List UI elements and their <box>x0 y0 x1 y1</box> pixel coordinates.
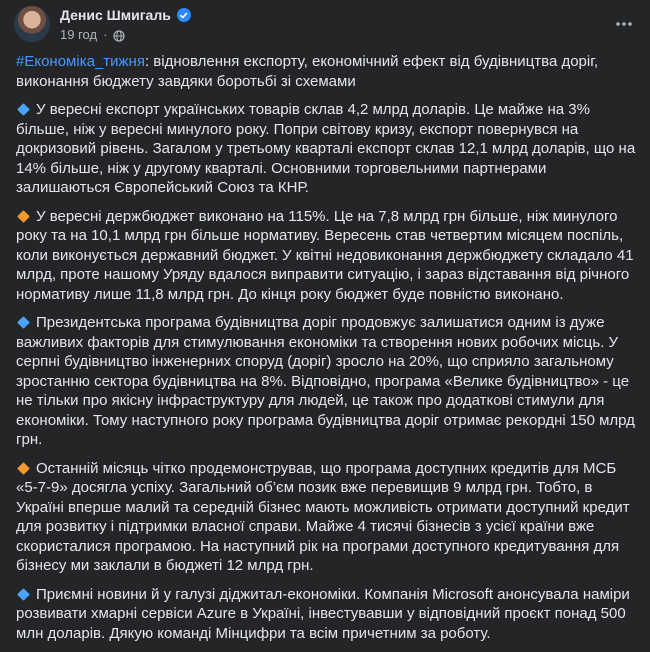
paragraph-credits <box>16 459 636 576</box>
blue-diamond-icon <box>17 316 30 329</box>
post-timestamp[interactable]: 19 год <box>60 27 98 42</box>
more-options-icon[interactable] <box>610 10 638 38</box>
paragraph-text: Приємні новини й у галузі діджитал-економіки. Компанія Microsoft анонсувала наміри розвивати хмарні сервіси Azure в Україні, інвестувавши у відповідний проєкт понад 500 млн доларів. Дякую команді Мінцифри та всім причетним за роботу. <box>16 585 630 642</box>
post-intro <box>16 52 636 91</box>
intro-text: : відновлення експорту, економічний ефект від будівництва доріг, виконання бюджету завдяки боротьбі зі схемами <box>16 53 599 90</box>
orange-diamond-icon <box>17 462 30 475</box>
post-meta <box>60 27 125 43</box>
blue-diamond-icon <box>17 588 30 601</box>
meta-separator: · <box>103 27 108 42</box>
orange-diamond-icon <box>17 210 30 223</box>
paragraph-text: У вересні держбюджет виконано на 115%. Це на 7,8 млрд грн більше, ніж минулого року та на 10,1 млрд грн більше нормативу. Вересень став четвертим місяцем поспіль, коли виконується державний бюджет. У квітні недовиконання держбюджету складало 41 млрд, проте нашому Уряду вдалося виправити ситуацію, і зараз відставання від річного нормативу лише 11,8 млрд грн. До кінця року бюджет буде повністю виконано. <box>16 207 634 303</box>
paragraph-text: Останній місяць чітко продемонстрував, що програма доступних кредитів для МСБ «5-7-9» досягла успіху. Загальний об’єм позик вже перевищив 9 млрд грн. Тобто, в Україні вперше малий та середній бізнес мають можливість отримати доступний кредит для розвитку і підтримки власної справи. Майже 4 тисячі бізнесів з усієї країни вже скористалися програмою. На наступний рік на програми доступного кредитування для бізнесу ми заклали в бюджеті 12 млрд грн. <box>16 459 630 574</box>
paragraph-text: У вересні експорт українських товарів склав 4,2 млрд доларів. Це майже на 3% більше, ніж у вересні минулого року. Попри світову кризу, експорт повернувся на докризовий рівень. Загалом у третьому кварталі експорт склав 12,1 млрд доларів, що на 14% більше, ніж у другому кварталі. Основними торговельними партнерами залишаються Європейський Союз та КНР. <box>16 101 636 196</box>
paragraph-text: Президентська програма будівництва доріг продовжує залишатися одним із дуже важливих факторів для стимулювання економіки та створення нових робочих місць. У серпні будівництво інженерних споруд (доріг) зросло на 20%, що сприяло загальному зростанню сектора будівництва на 8%. Відповідно, програма «Велике будівництво» - це не тільки про якісну інфраструктуру для людей, це також про додаткові стимули для економіки. Тому наступного року програма будівництва доріг отримає рекордні 150 млрд грн. <box>16 314 635 448</box>
post-body <box>16 52 636 652</box>
author-line <box>60 6 191 24</box>
hashtag-link[interactable]: #Економіка_тижня <box>16 53 145 70</box>
paragraph-roads <box>16 313 636 450</box>
blue-diamond-icon <box>17 103 30 116</box>
post-header <box>0 0 650 48</box>
paragraph-digital <box>16 585 636 644</box>
globe-icon[interactable] <box>113 29 125 41</box>
paragraph-budget <box>16 207 636 305</box>
verified-badge-icon <box>177 8 191 22</box>
author-name[interactable]: Денис Шмигаль <box>60 7 171 23</box>
paragraph-export <box>16 100 636 198</box>
author-avatar[interactable] <box>14 6 50 42</box>
